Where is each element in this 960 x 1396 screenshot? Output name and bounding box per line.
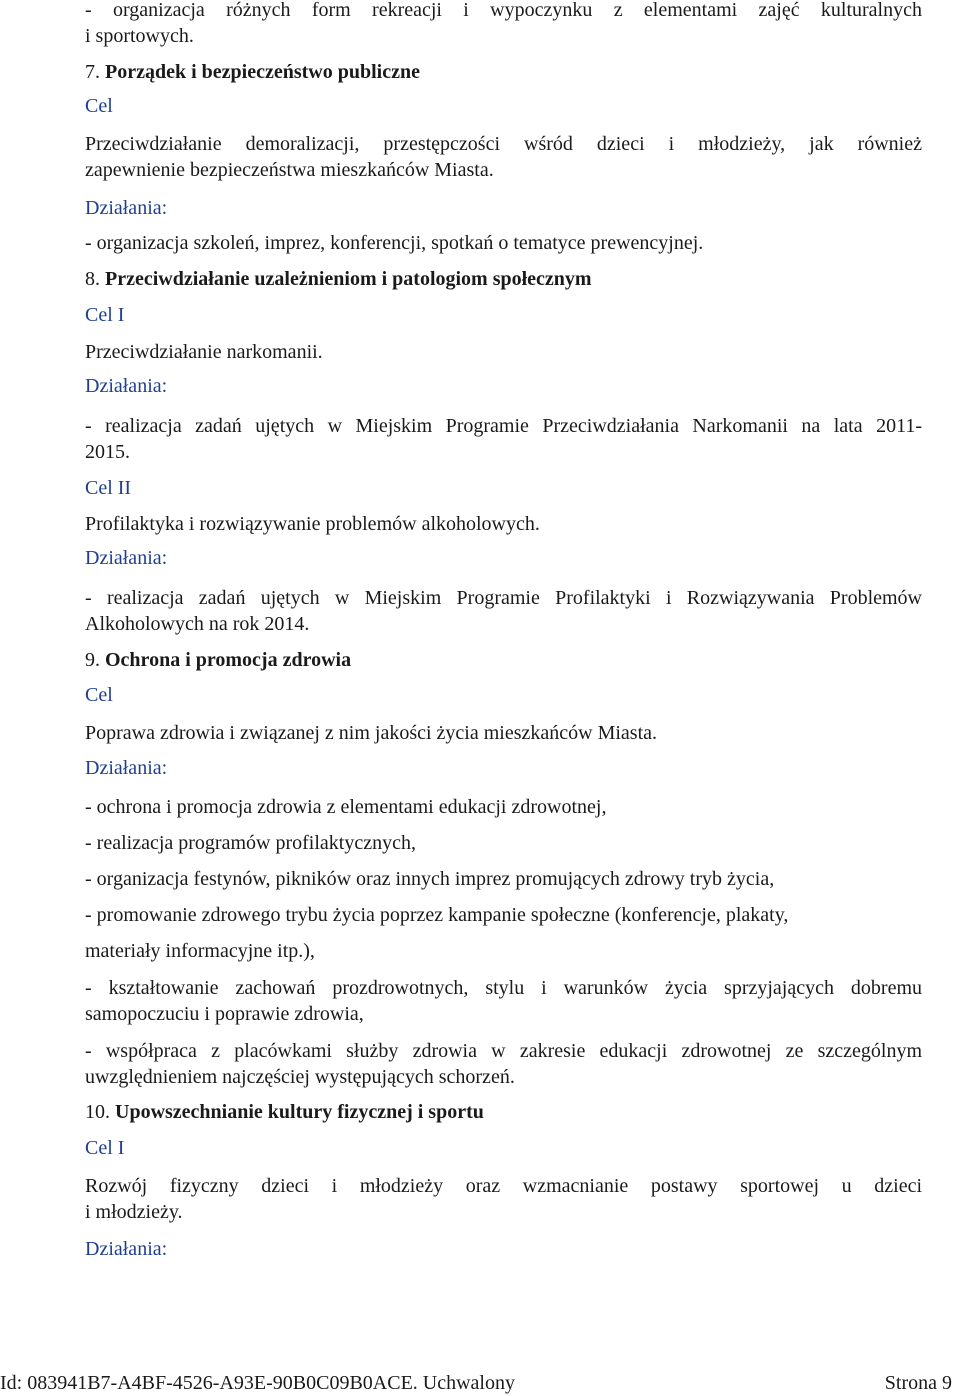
dzialania-label: Działania: — [85, 197, 168, 219]
action-item-line-2: 2015. — [85, 441, 130, 463]
dzialania-label: Działania: — [85, 547, 168, 569]
continuation-line-1: - organizacja różnych form rekreacji i wypoczynku z elementami zajęć kulturalnych — [85, 0, 922, 21]
cel-label: Cel — [85, 95, 113, 117]
cel-text-line-1: Przeciwdziałanie demoralizacji, przestępczości wśród dzieci i młodzieży, jak również — [85, 133, 922, 155]
dzialania-label: Działania: — [85, 1238, 168, 1260]
continuation-line-2: i sportowych. — [85, 25, 194, 47]
section-number: 7. — [85, 61, 100, 83]
action-item: - realizacja programów profilaktycznych, — [85, 832, 416, 854]
action-item-line-1: - kształtowanie zachowań prozdrowotnych, stylu i warunków życia sprzyjających dobremu — [85, 977, 922, 999]
action-item-line-2: uwzględnieniem najczęściej występujących schorzeń. — [85, 1066, 515, 1088]
cel-1-label: Cel I — [85, 1137, 125, 1159]
section-title: Porządek i bezpieczeństwo publiczne — [105, 61, 420, 83]
action-item-line-1: - realizacja zadań ujętych w Miejskim Programie Przeciwdziałania Narkomanii na lata 2011- — [85, 415, 922, 437]
cel-2-text: Profilaktyka i rozwiązywanie problemów alkoholowych. — [85, 513, 540, 535]
section-9-heading — [85, 647, 922, 673]
section-number: 9. — [85, 649, 100, 671]
action-item: - organizacja festynów, pikników oraz innych imprez promujących zdrowy tryb życia, — [85, 868, 775, 890]
cel-1-label: Cel I — [85, 304, 125, 326]
action-item-line-1: - współpraca z placówkami służby zdrowia w zakresie edukacji zdrowotnej ze szczególnym — [85, 1040, 922, 1062]
section-number: 10. — [85, 1101, 110, 1123]
section-title: Przeciwdziałanie uzależnieniom i patologiom społecznym — [105, 268, 592, 290]
section-number: 8. — [85, 268, 100, 290]
action-item-line-2: Alkoholowych na rok 2014. — [85, 613, 310, 635]
section-8-heading — [85, 266, 922, 292]
action-item: - ochrona i promocja zdrowia z elementami edukacji zdrowotnej, — [85, 796, 607, 818]
cel-text-line-2: zapewnienie bezpieczeństwa mieszkańców Miasta. — [85, 159, 494, 181]
cel-1-text-line-1: Rozwój fizyczny dzieci i młodzieży oraz wzmacnianie postawy sportowej u dzieci — [85, 1175, 922, 1197]
cel-text: Poprawa zdrowia i związanej z nim jakości życia mieszkańców Miasta. — [85, 722, 658, 744]
action-item-line-2: samopoczuciu i poprawie zdrowia, — [85, 1003, 364, 1025]
document-id: Id: 083941B7-A4BF-4526-A93E-90B0C09B0ACE. Uchwalony — [0, 1372, 515, 1394]
cel-1-text-line-2: i młodzieży. — [85, 1201, 183, 1223]
cel-1-text: Przeciwdziałanie narkomanii. — [85, 341, 323, 363]
dzialania-label: Działania: — [85, 757, 168, 779]
page-number: Strona 9 — [884, 1372, 952, 1394]
action-item: - promowanie zdrowego trybu życia poprzez kampanie społeczne (konferencje, plakaty, — [85, 904, 789, 926]
action-item-line-1: - realizacja zadań ujętych w Miejskim Programie Profilaktyki i Rozwiązywania Problemów — [85, 587, 922, 609]
section-10-heading — [85, 1099, 922, 1125]
action-item: - organizacja szkoleń, imprez, konferencji, spotkań o tematyce prewencyjnej. — [85, 232, 704, 254]
dzialania-label: Działania: — [85, 375, 168, 397]
cel-label: Cel — [85, 684, 113, 706]
action-item-continuation: materiały informacyjne itp.), — [85, 940, 315, 962]
section-title: Upowszechnianie kultury fizycznej i sportu — [115, 1101, 484, 1123]
section-7-heading — [85, 59, 922, 85]
section-title: Ochrona i promocja zdrowia — [105, 649, 352, 671]
cel-2-label: Cel II — [85, 477, 132, 499]
